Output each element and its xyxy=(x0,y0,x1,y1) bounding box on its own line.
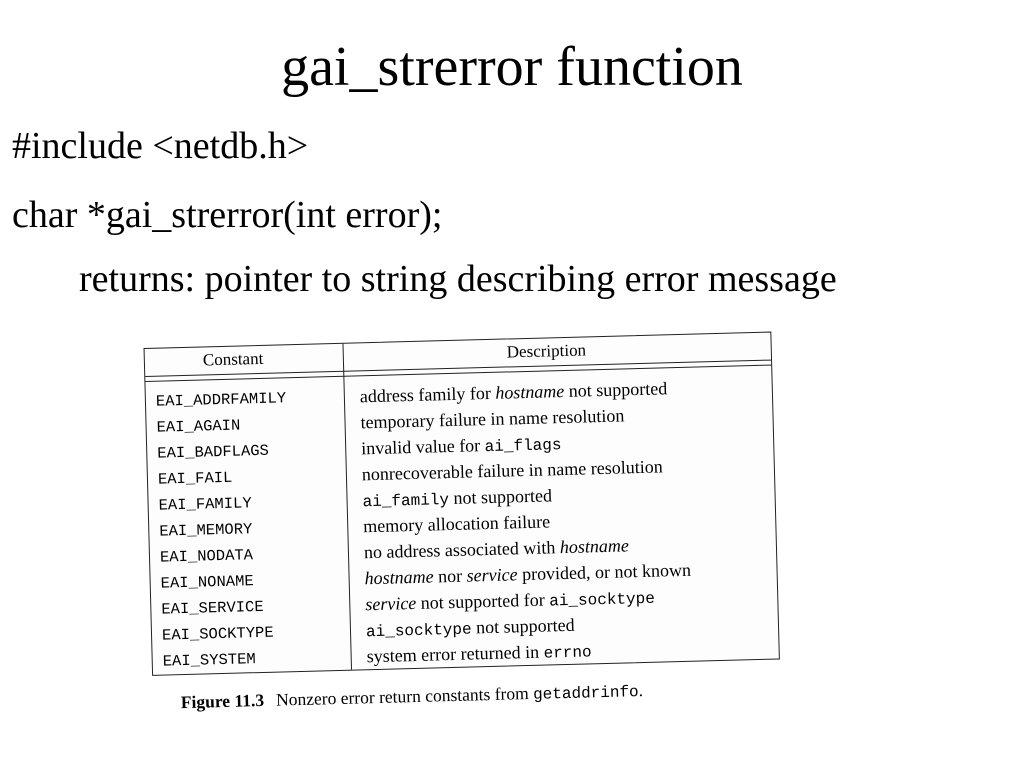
constant-cell: EAI_FAIL xyxy=(157,468,233,489)
constant-cell: EAI_SOCKTYPE xyxy=(161,623,274,645)
caption-code: getaddrinfo xyxy=(532,683,639,704)
error-constants-table xyxy=(144,332,780,676)
slide-title: gai_strerror function xyxy=(281,36,743,98)
constant-cell: EAI_SERVICE xyxy=(161,597,264,619)
description-cell: nonrecoverable failure in name resolution xyxy=(361,456,663,485)
description-cell: temporary failure in name resolution xyxy=(360,405,625,433)
description-cell: address family for hostname not supported xyxy=(359,378,668,407)
include-line: #include <netdb.h> xyxy=(12,125,309,167)
description-cell: system error returned in errno xyxy=(366,641,592,667)
caption-text: Nonzero error return constants from xyxy=(275,682,534,710)
returns-line: returns: pointer to string describing error message xyxy=(79,258,837,300)
constant-cell: EAI_AGAIN xyxy=(156,416,241,437)
figure-caption xyxy=(181,679,644,715)
description-cell: invalid value for ai_flags xyxy=(360,435,562,459)
constant-column xyxy=(156,384,348,675)
constant-cell: EAI_SYSTEM xyxy=(162,650,256,671)
constant-cell: EAI_ADDRFAMILY xyxy=(155,389,287,411)
description-cell: hostname nor service provided, or not known xyxy=(364,559,692,589)
header-description: Description xyxy=(506,340,587,362)
constant-cell: EAI_FAMILY xyxy=(158,494,252,515)
description-cell: ai_socktype not supported xyxy=(365,614,575,642)
description-column xyxy=(360,373,777,670)
description-cell: memory allocation failure xyxy=(363,511,551,537)
description-cell: no address associated with hostname xyxy=(363,535,630,563)
caption-period: . xyxy=(638,680,644,701)
constant-cell: EAI_BADFLAGS xyxy=(157,441,270,463)
constant-cell: EAI_NODATA xyxy=(159,546,254,567)
figure-number: Figure 11.3 xyxy=(180,689,265,713)
header-constant: Constant xyxy=(202,348,264,370)
constant-cell: EAI_MEMORY xyxy=(159,520,253,541)
description-cell: ai_family not supported xyxy=(362,485,553,512)
prototype-line: char *gai_strerror(int error); xyxy=(12,194,443,236)
constant-cell: EAI_NONAME xyxy=(160,572,254,593)
scanned-figure xyxy=(143,311,794,738)
description-cell: service not supported for ai_socktype xyxy=(365,589,656,615)
